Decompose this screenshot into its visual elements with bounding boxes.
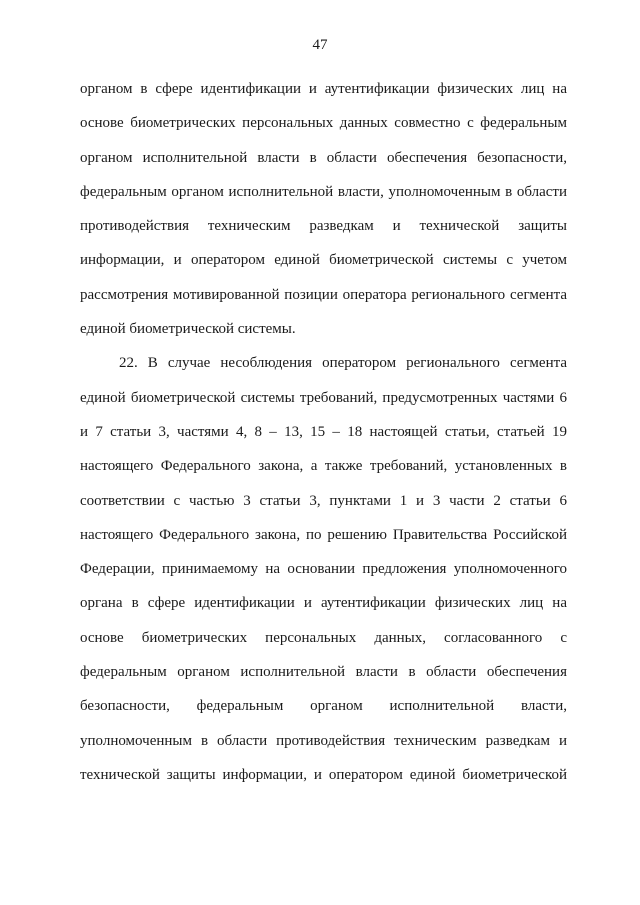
text-line: 22. В случае несоблюдения оператором регионального сегмента [119, 355, 567, 372]
text-line: единой биометрической системы. [80, 321, 296, 338]
text-line: органа в сфере идентификации и аутентификации физических лиц на [80, 595, 567, 612]
text-line: органом в сфере идентификации и аутентификации физических лиц на [80, 81, 567, 97]
document-body [80, 72, 567, 792]
text-line: настоящего Федерального закона, а также требований, установленных в [80, 458, 567, 475]
text-line: противодействия техническим разведкам и технической защиты [80, 218, 567, 235]
text-line: настоящего Федерального закона, по решению Правительства Российской [80, 526, 567, 543]
text-line: основе биометрических персональных данных совместно с федеральным [80, 115, 567, 132]
text-line: уполномоченным в области противодействия техническим разведкам и [80, 732, 567, 749]
paragraph-item-22 [80, 346, 567, 792]
page-number: 47 [312, 37, 328, 53]
text-line: безопасности, федеральным органом исполнительной власти, [80, 698, 567, 715]
text-line: органом исполнительной власти в области обеспечения безопасности, [80, 149, 567, 166]
text-line: информации, и оператором единой биометрической системы с учетом [80, 252, 567, 269]
text-line: технической защиты информации, и оператором единой биометрической [80, 766, 567, 783]
text-line: Федерации, принимаемому на основании предложения уполномоченного [80, 561, 567, 578]
text-line: основе биометрических персональных данных, согласованного с [80, 629, 567, 646]
text-line: рассмотрения мотивированной позиции оператора регионального сегмента [80, 286, 567, 303]
text-line: единой биометрической системы требований, предусмотренных частями 6 [80, 389, 567, 406]
text-line: федеральным органом исполнительной власти, уполномоченным в области [80, 183, 567, 200]
text-line: соответствии с частью 3 статьи 3, пунктами 1 и 3 части 2 статьи 6 [80, 492, 567, 509]
text-line: федеральным органом исполнительной власти в области обеспечения [80, 664, 567, 681]
paragraph-continuation [80, 72, 567, 346]
text-line: и 7 статьи 3, частями 4, 8 – 13, 15 – 18 настоящей статьи, статьей 19 [80, 423, 567, 440]
